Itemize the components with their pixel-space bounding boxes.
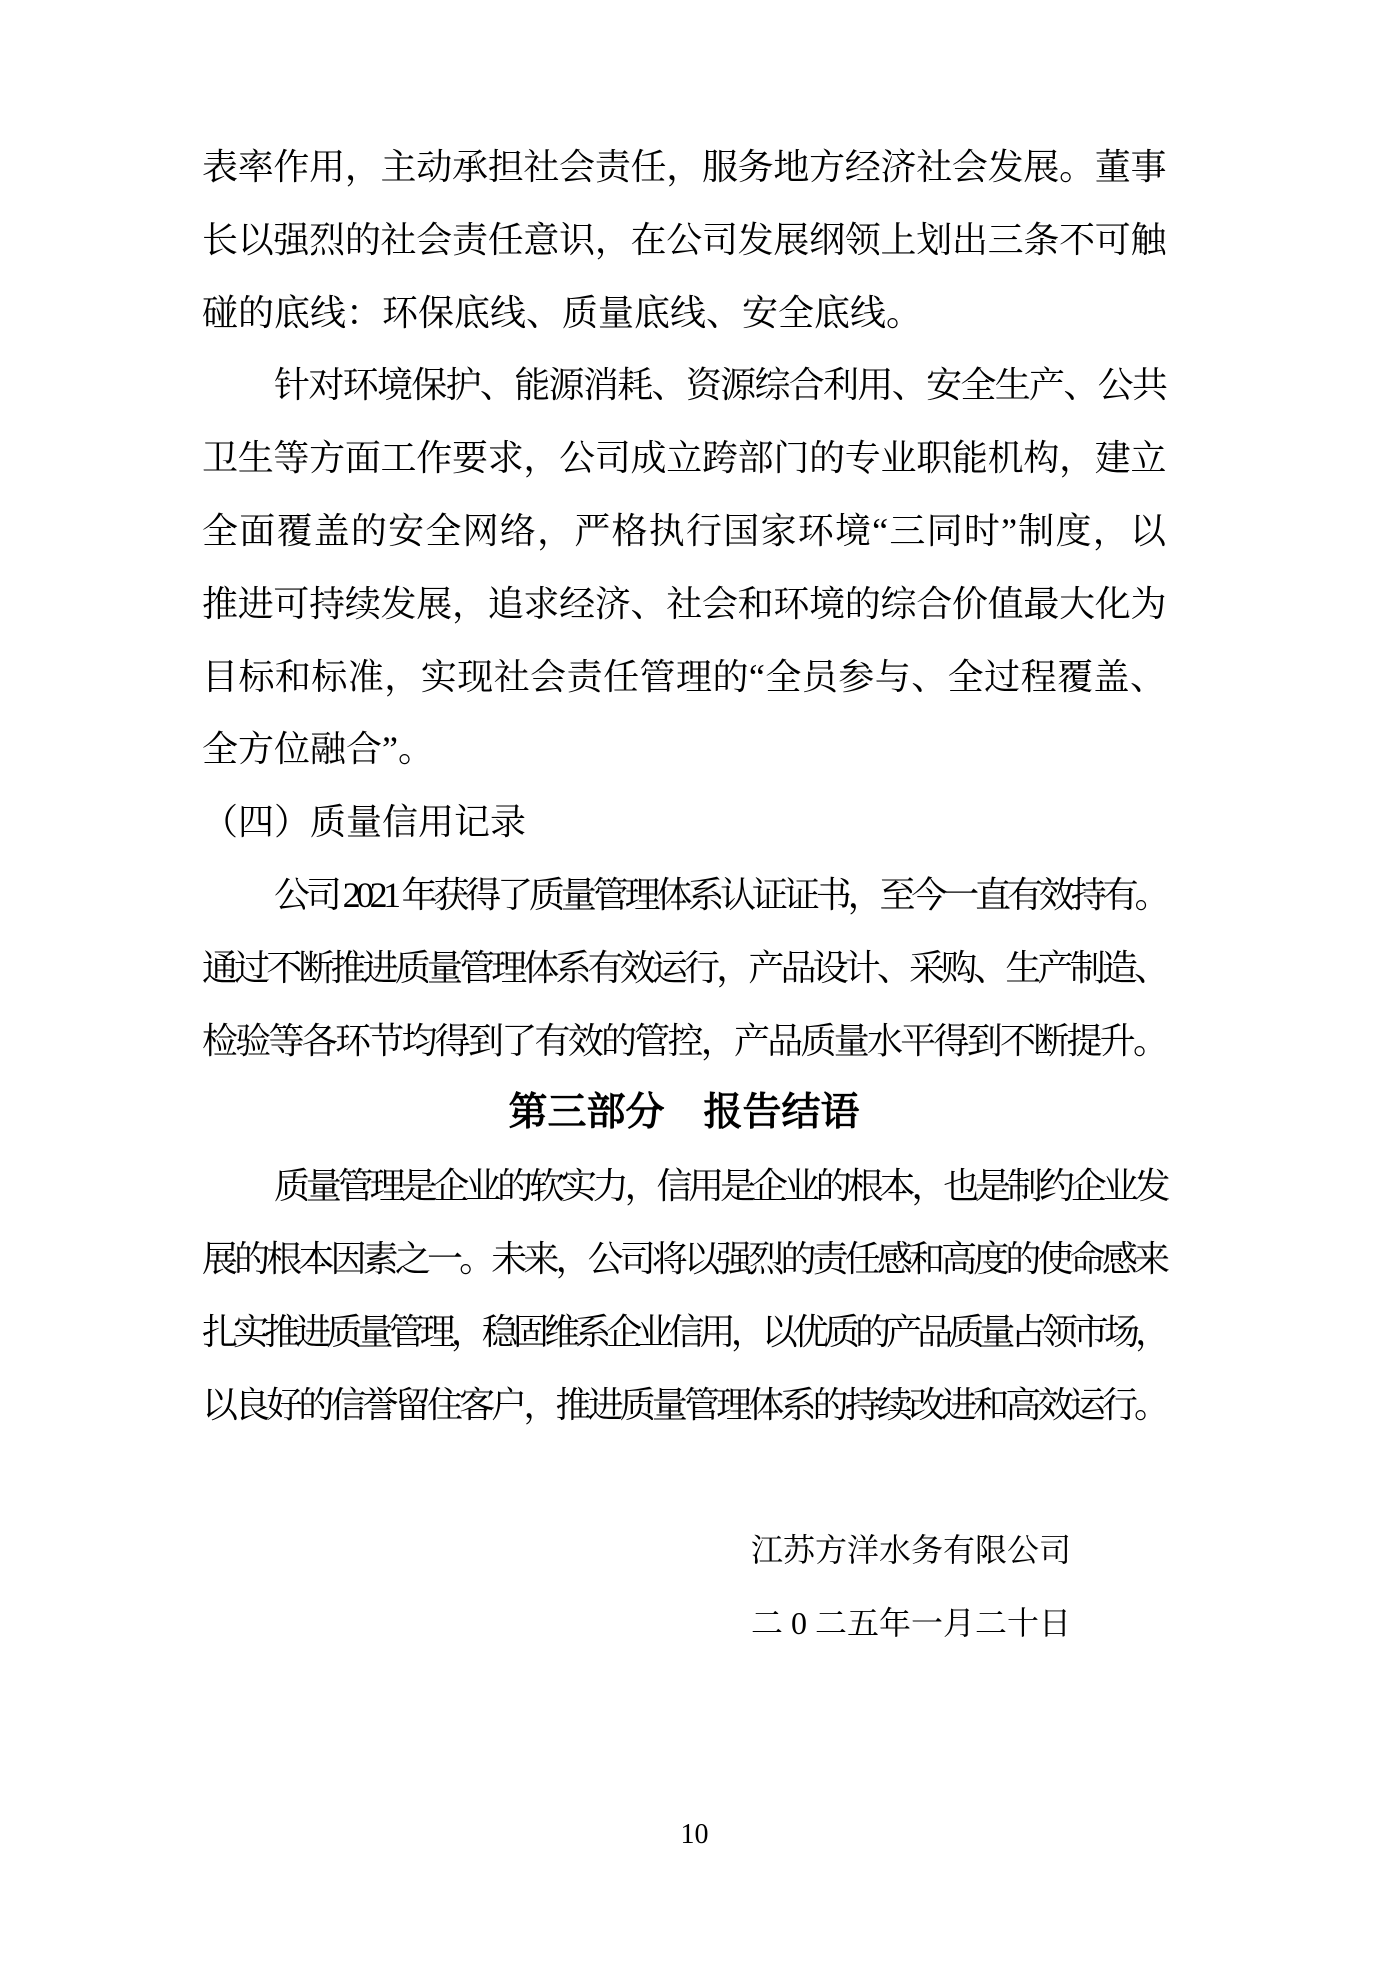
- text-line: 以良好的信誉留住客户，推进质量管理体系的持续改进和高效运行。: [202, 1384, 1166, 1425]
- text-line: 针对环境保护、能源消耗、资源综合利用、安全生产、公共: [274, 365, 1166, 406]
- text-line: 推进可持续发展，追求经济、社会和环境的综合价值最大化为: [202, 583, 1166, 624]
- document-body: [202, 131, 1166, 1441]
- text-line: 扎实推进质量管理，稳固维系企业信用，以优质的产品质量占领市场，: [202, 1311, 1166, 1352]
- text-line: 目标和标准，实现社会责任管理的“全员参与、全过程覆盖、: [202, 656, 1166, 697]
- text-line: 表率作用，主动承担社会责任，服务地方经济社会发展。董事: [202, 147, 1166, 187]
- text-line: 碰的底线：环保底线、质量底线、安全底线。: [202, 292, 923, 333]
- text-line: 检验等各环节均得到了有效的管控，产品质量水平得到不断提升。: [202, 1020, 1166, 1061]
- text-line: 长以强烈的社会责任意识，在公司发展纲领上划出三条不可触: [202, 219, 1166, 260]
- text-line: 展的根本因素之一。未来，公司将以强烈的责任感和高度的使命感来: [202, 1238, 1166, 1279]
- text-line: 质量管理是企业的软实力，信用是企业的根本，也是制约企业发: [274, 1166, 1166, 1207]
- signature-date: 二 0 二五年一月二十日: [750, 1604, 1071, 1641]
- section-heading: 第三部分 报告结语: [508, 1091, 860, 1135]
- text-line: 全面覆盖的安全网络，严格执行国家环境“三同时”制度，以: [202, 510, 1166, 551]
- page-number: 10: [680, 1819, 709, 1850]
- text-line: 公司 2021 年获得了质量管理体系认证证书，至今一直有效持有。: [274, 874, 1166, 915]
- text-line: 全方位融合”。: [202, 729, 434, 770]
- text-line: 通过不断推进质量管理体系有效运行，产品设计、采购、生产制造、: [202, 947, 1166, 988]
- text-line: （四）质量信用记录: [202, 802, 527, 843]
- text-line: 卫生等方面工作要求，公司成立跨部门的专业职能机构，建立: [202, 438, 1166, 479]
- signature-block: [751, 1514, 1071, 1660]
- signature-company: 江苏方洋水务有限公司: [750, 1532, 1071, 1568]
